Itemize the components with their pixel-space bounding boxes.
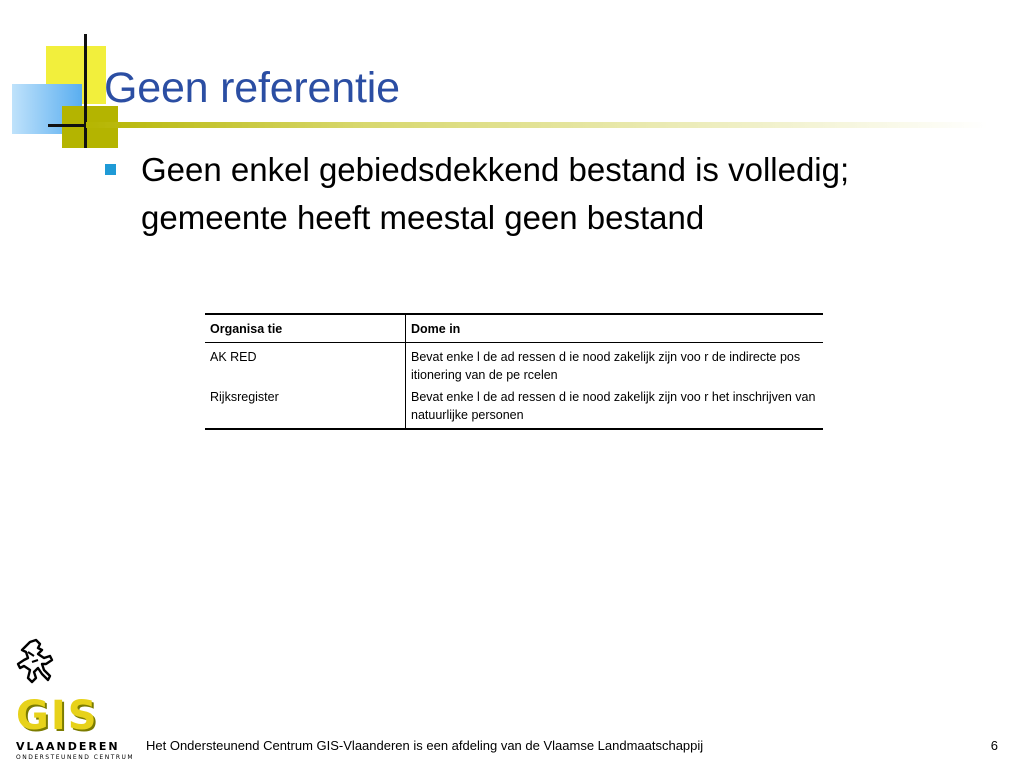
column-header-domein: Dome in	[411, 322, 461, 336]
cell-organisatie: Rijksregister	[205, 386, 406, 429]
logo-subtitle: ONDERSTEUNEND CENTRUM	[16, 754, 135, 761]
table-row	[205, 343, 823, 387]
flemish-lion-icon	[16, 638, 54, 684]
cell-domein: Bevat enke l de ad ressen d ie nood zakelijk zijn voo r de indirecte pos itionering van de pe rcelen	[411, 350, 801, 382]
title-underline-rule	[86, 122, 988, 128]
table-row	[205, 386, 823, 429]
logo-name: VLAANDEREN	[16, 740, 120, 753]
footer-text: Het Ondersteunend Centrum GIS-Vlaanderen is een afdeling van de Vlaamse Landmaatschappij	[146, 738, 704, 753]
gis-vlaanderen-logo	[16, 693, 138, 761]
cell-domein: Bevat enke l de ad ressen d ie nood zakelijk zijn voo r het inschrijven van natuurlijke personen	[411, 390, 816, 422]
bullet-item	[104, 146, 994, 242]
data-table	[205, 313, 823, 430]
table-header-row	[205, 314, 823, 343]
slide-title: Geen referentie	[104, 64, 400, 112]
page-number: 6	[990, 738, 998, 753]
logo-letters: GIS	[16, 693, 99, 739]
column-header-organisatie: Organisa tie	[205, 314, 406, 343]
decorative-vertical-line	[84, 34, 87, 148]
bullet-text: Geen enkel gebiedsdekkend bestand is volledig; gemeente heeft meestal geen bestand	[141, 151, 850, 236]
cell-organisatie: AK RED	[205, 343, 406, 387]
square-bullet-icon	[105, 164, 116, 175]
